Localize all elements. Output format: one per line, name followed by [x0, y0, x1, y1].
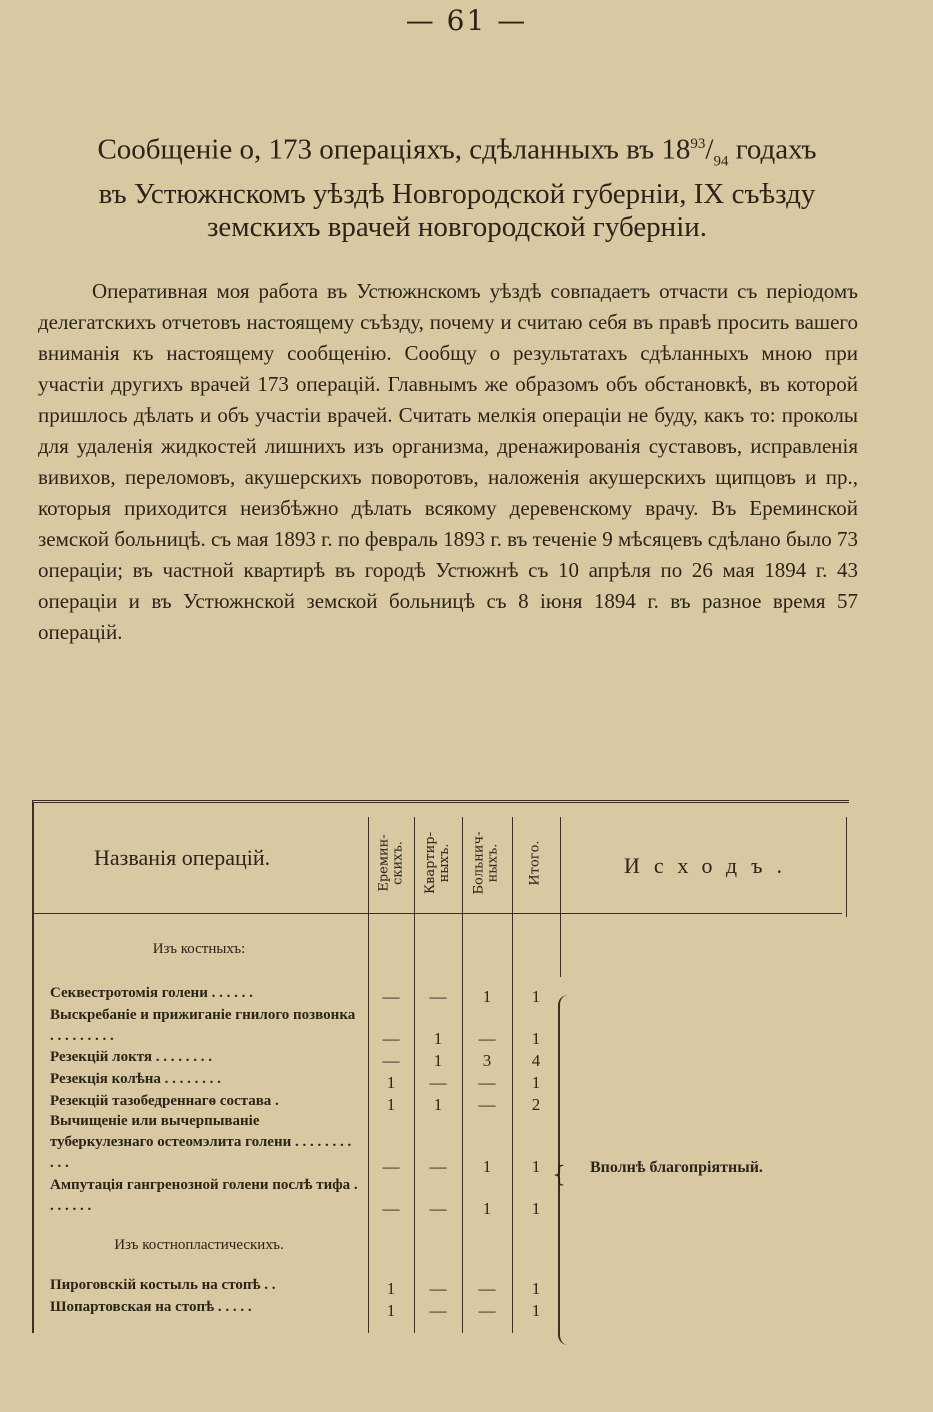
row-name: Шопартовская на стопѣ . . . . . [50, 1299, 252, 1315]
row-cell: — [429, 1301, 447, 1320]
row-cell: 1 [433, 1051, 443, 1070]
row-cell: 4 [531, 1051, 541, 1070]
header-col-private: Квартир- ныхъ. [423, 831, 452, 895]
row-cell: — [429, 1157, 447, 1176]
header-operation-names: Названія операцій. [94, 845, 271, 870]
col-rule [846, 817, 847, 917]
row-cell: 3 [482, 1051, 492, 1070]
row-cell: 1 [386, 1301, 396, 1320]
title-line1-post: годахъ [728, 133, 817, 166]
row-cell: 1 [531, 1199, 541, 1218]
row-cell: — [382, 1051, 400, 1070]
row-cell: — [429, 1199, 447, 1218]
title-line3: земскихъ врачей новгородской губерніи. [206, 211, 708, 244]
row-name: Вычищеніе или вычерпываніе туберкулезнаго остеомэлита голени . . . . . . . . . . . [50, 1113, 352, 1171]
row-cell: 1 [482, 1199, 492, 1218]
body-paragraph: Оперативная моя работа въ Устюжнскомъ уѣздѣ совпадаетъ отчасти съ періодомъ делегатскихъ отчетовъ настоящему съѣзду, почему и считаю себя въ правѣ просить вашего вниманія къ настоящему сообщенію. Сообщу о результатахъ сдѣланныхъ мною при участіи другихъ врачей 173 операцій. Главнымъ же образомъ объ обстановкѣ, въ которой пришлось дѣлать и объ участіи врачей. Считать мелкія операціи не буду, какъ то: проколы для удаленія жидкостей лишнихъ изъ организма, дренажированія суставовъ, исправленія вивихов, переломовъ, акушерскихъ поворотовъ, наложенія акушерскихъ щипцовъ и пр., которыя приходится неизбѣжно дѣлать всякому деревенскому врачу. Въ Ереминской земской больницѣ. съ мая 1893 г. по февраль 1893 г. въ теченіе 9 мѣсяцевъ сдѣлано было 73 операціи; въ частной квартирѣ въ городѣ Устюжнѣ съ 10 апрѣля по 26 мая 1894 г. 43 операціи и въ Устюжнской земской больницѣ съ 8 іюня 1894 г. въ разное время 57 операцій. [38, 279, 858, 644]
article-title [42, 128, 872, 244]
outcome-brace-tip: { [552, 1163, 566, 1188]
row-name: Секвестротомія голени . . . . . . [50, 985, 253, 1001]
header-rule [34, 913, 842, 914]
row-cell: — [382, 1157, 400, 1176]
section-osteoplastic: Изъ костнопластическихъ. [114, 1237, 284, 1253]
row-cell: — [429, 987, 447, 1006]
section-bone: Изъ костныхъ: [152, 941, 246, 957]
row-name: Резекцій тазобедреннагѳ состава . [50, 1093, 279, 1109]
row-cell: 1 [386, 1095, 396, 1114]
title-year-sup: 93 [690, 136, 706, 152]
row-cell: — [429, 1279, 447, 1298]
row-cell: 2 [531, 1095, 541, 1114]
body-text [38, 276, 858, 648]
row-name: Резекцій локтя . . . . . . . . [50, 1049, 212, 1065]
row-cell: — [429, 1073, 447, 1092]
row-cell: 1 [433, 1095, 443, 1114]
row-cell: — [382, 1199, 400, 1218]
row-cell: — [478, 1073, 496, 1092]
row-cell: — [382, 987, 400, 1006]
row-name: Выскребаніе и прижиганіе гнилого позвонка . . . . . . . . . [50, 1007, 356, 1044]
header-col-eremin: Еремин- скихъ. [377, 834, 406, 892]
row-cell: 1 [531, 1301, 541, 1320]
row-cell: — [382, 1029, 400, 1048]
row-cell: — [478, 1301, 496, 1320]
row-name: Ампутація гангренозной голени послѣ тифа . . . . . . . [50, 1177, 358, 1214]
outcome-text: Вполнѣ благопріятный. [590, 1159, 763, 1176]
row-cell: 1 [482, 987, 492, 1006]
title-line2: въ Устюжнскомъ уѣздѣ Новгородской губерніи, IX съѣзду [98, 178, 816, 211]
header-outcome: Исходъ. [624, 853, 796, 878]
title-year-slash: / [705, 133, 714, 166]
operations-table [32, 800, 849, 1333]
page-number: — 61 — [405, 4, 528, 37]
row-name: Резекція колѣна . . . . . . . . [50, 1071, 221, 1087]
row-cell: 1 [531, 1157, 541, 1176]
row-cell: 1 [433, 1029, 443, 1048]
row-name: Пироговскій костыль на стопѣ . . [50, 1277, 276, 1293]
row-cell: 1 [482, 1157, 492, 1176]
row-cell: — [478, 1279, 496, 1298]
col-rule [462, 817, 463, 1333]
header-col-total: Итого. [527, 840, 543, 886]
row-cell: 1 [531, 1029, 541, 1048]
col-rule [560, 817, 561, 977]
row-cell: 1 [386, 1073, 396, 1092]
row-cell: 1 [386, 1279, 396, 1298]
title-year-sub: 94 [713, 153, 729, 170]
row-cell: 1 [531, 1073, 541, 1092]
header-col-hospital: Больнич- ныхъ. [472, 831, 502, 895]
row-cell: — [478, 1095, 496, 1114]
row-cell: — [478, 1029, 496, 1048]
row-cell: 1 [531, 987, 541, 1006]
title-line1-pre: Сообщеніе о, 173 операціяхъ, сдѣланныхъ въ 18 [97, 133, 691, 166]
row-cell: 1 [531, 1279, 541, 1298]
